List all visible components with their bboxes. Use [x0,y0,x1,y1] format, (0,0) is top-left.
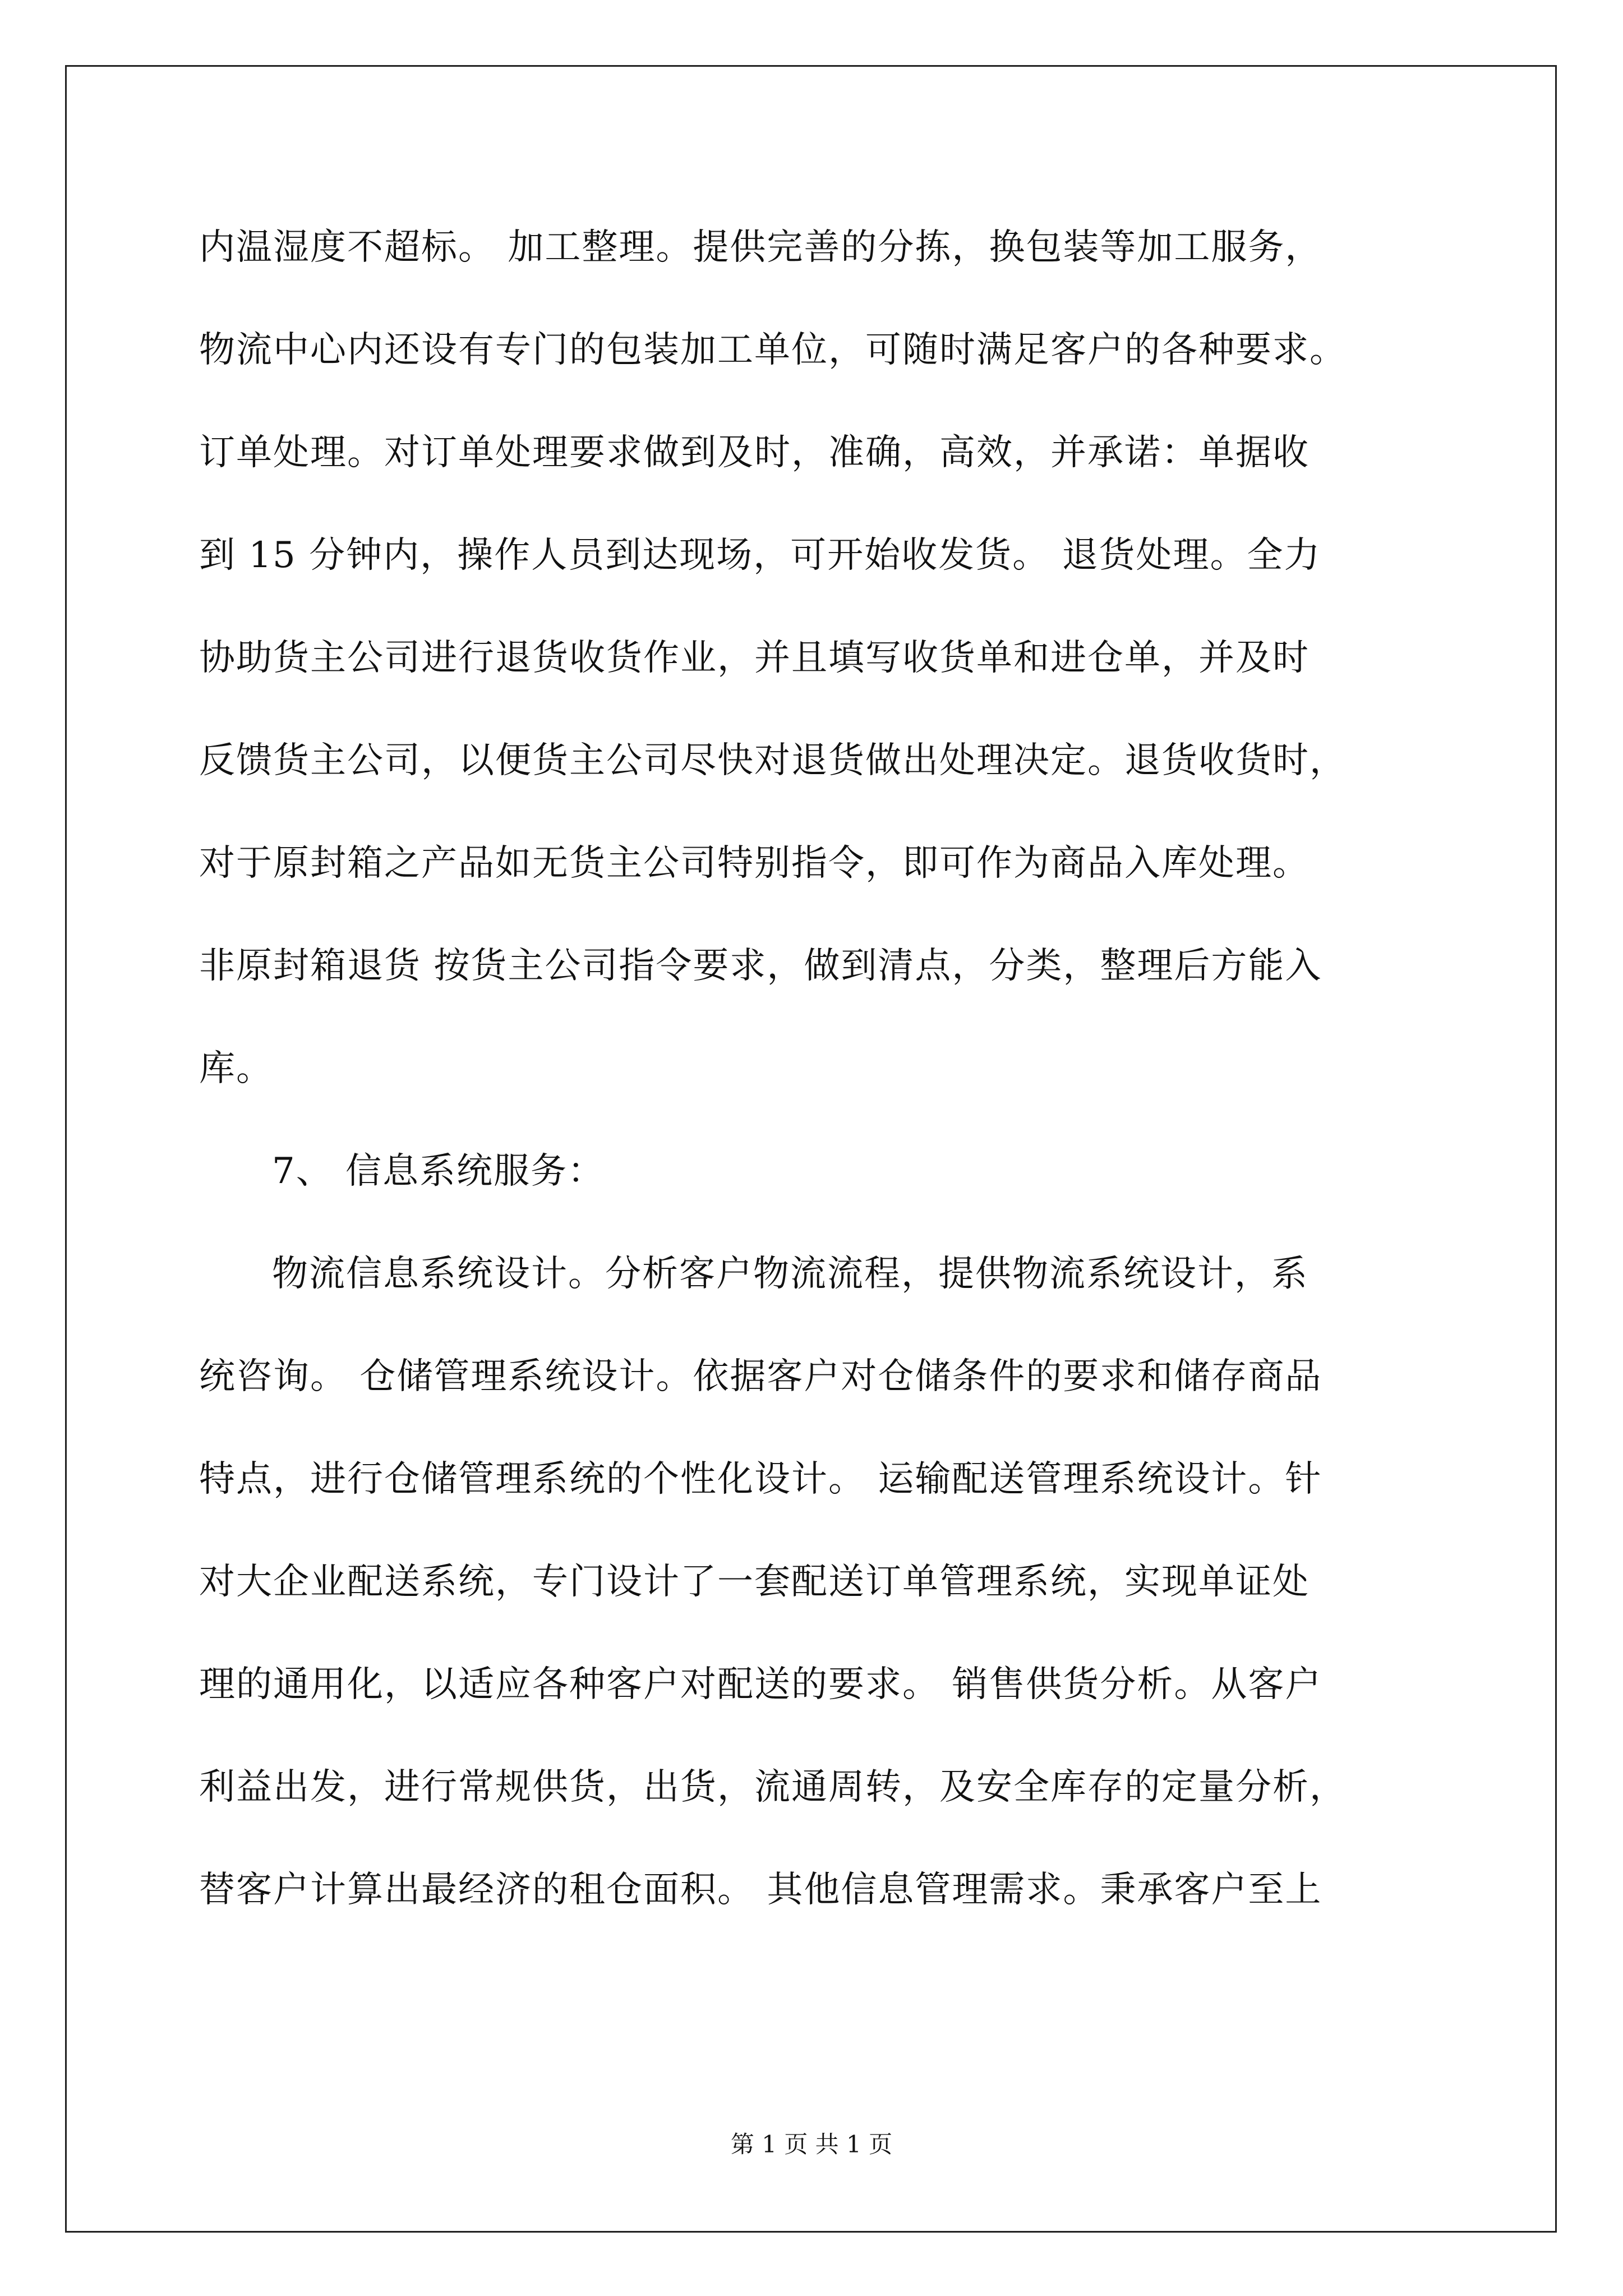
text-line: 替客户计算出最经济的租仓面积。 其他信息管理需求。秉承客户至上 [199,1869,1322,1911]
text-line: 理的通用化，以适应各种客户对配送的要求。 销售供货分析。从客户 [199,1664,1322,1705]
text-line: 非原封箱退货 按货主公司指令要求，做到清点，分类，整理后方能入 [199,945,1322,987]
text-line: 物流中心内还设有专门的包装加工单位，可随时满足客户的各种要求。 [199,329,1347,371]
text-line: 协助货主公司进行退货收货作业，并且填写收货单和进仓单，并及时 [199,637,1310,679]
section-heading: 7、 信息系统服务： [272,1151,605,1192]
text-line: 利益出发，进行常规供货，出货，流通周转，及安全库存的定量分析， [199,1766,1347,1808]
page-footer: 第 1 页 共 1 页 [730,2131,893,2158]
text-line: 库。 [199,1048,273,1089]
text-line: 对于原封箱之产品如无货主公司特别指令，即可作为商品入库处理。 [199,843,1310,884]
text-line: 反馈货主公司，以便货主公司尽快对退货做出处理决定。退货收货时， [199,740,1347,781]
text-line: 到 15 分钟内，操作人员到达现场，可开始收发货。 退货处理。全力 [199,535,1321,576]
text-line: 统咨询。 仓储管理系统设计。依据客户对仓储条件的要求和储存商品 [199,1356,1322,1397]
document-body [199,196,1433,1941]
text-line: 对大企业配送系统，专门设计了一套配送订单管理系统，实现单证处 [199,1561,1310,1603]
text-line: 物流信息系统设计。分析客户物流流程，提供物流系统设计，系 [272,1253,1308,1295]
text-line: 特点，进行仓储管理系统的个性化设计。 运输配送管理系统设计。针 [199,1458,1322,1500]
text-line: 订单处理。对订单处理要求做到及时，准确，高效，并承诺：单据收 [199,432,1310,473]
text-line: 内温湿度不超标。 加工整理。提供完善的分拣，换包装等加工服务， [199,227,1322,268]
